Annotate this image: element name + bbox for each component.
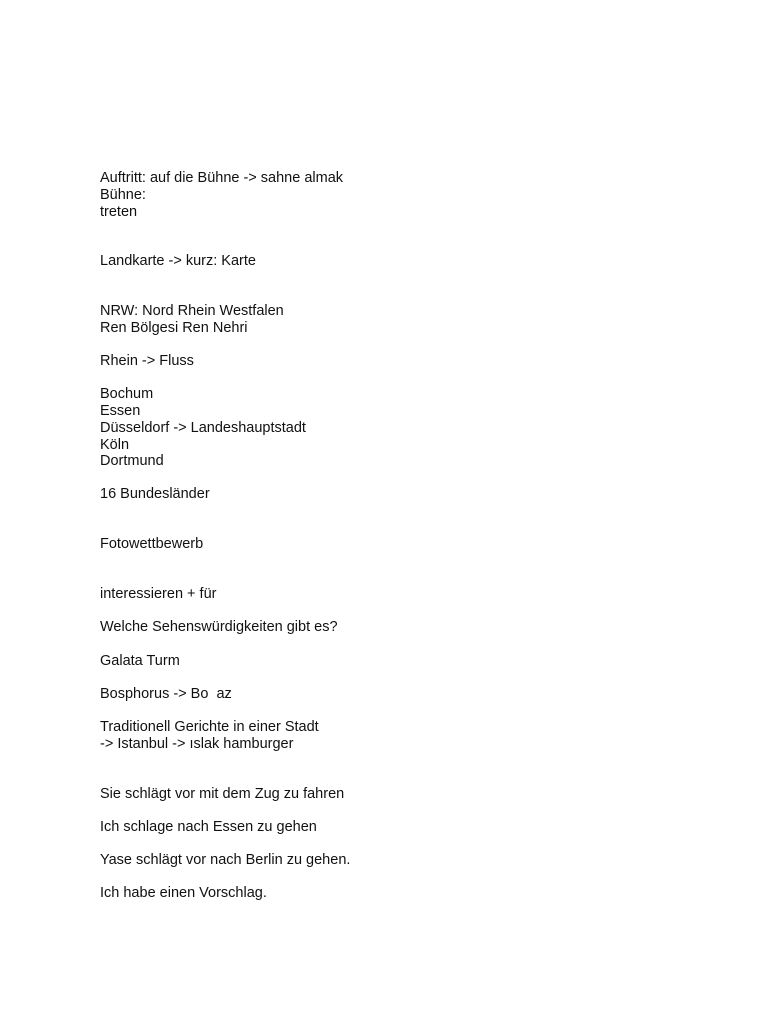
note-line: interessieren + für: [100, 586, 217, 602]
note-line: Galata Turm: [100, 653, 180, 669]
note-line: Landkarte -> kurz: Karte: [100, 253, 256, 269]
note-line: Traditionell Gerichte in einer Stadt: [100, 719, 319, 735]
note-line: Dortmund: [100, 453, 164, 469]
note-line: Rhein -> Fluss: [100, 353, 194, 369]
note-line: Bosphorus -> Bo az: [100, 686, 232, 702]
note-line: 16 Bundesländer: [100, 486, 210, 502]
note-line: Sie schlägt vor mit dem Zug zu fahren: [100, 786, 345, 802]
note-line: Auftritt: auf die Bühne -> sahne almak: [100, 170, 344, 186]
note-line: Bühne:: [100, 187, 146, 203]
note-line: Welche Sehenswürdigkeiten gibt es?: [100, 619, 338, 635]
note-line: Köln: [100, 437, 130, 453]
note-line: Düsseldorf -> Landeshauptstadt: [100, 420, 306, 436]
note-line: Bochum: [100, 386, 154, 402]
note-line: Ich habe einen Vorschlag.: [100, 885, 267, 901]
note-line: Ich schlage nach Essen zu gehen: [100, 819, 317, 835]
note-line: treten: [100, 204, 138, 220]
note-line: Fotowettbewerb: [100, 536, 204, 552]
note-line: -> Istanbul -> ıslak hamburger: [100, 736, 294, 752]
note-line: Essen: [100, 403, 141, 419]
note-line: Yase schlägt vor nach Berlin zu gehen.: [100, 852, 351, 868]
note-line: NRW: Nord Rhein Westfalen: [100, 303, 284, 319]
note-line: Ren Bölgesi Ren Nehri: [100, 320, 248, 336]
